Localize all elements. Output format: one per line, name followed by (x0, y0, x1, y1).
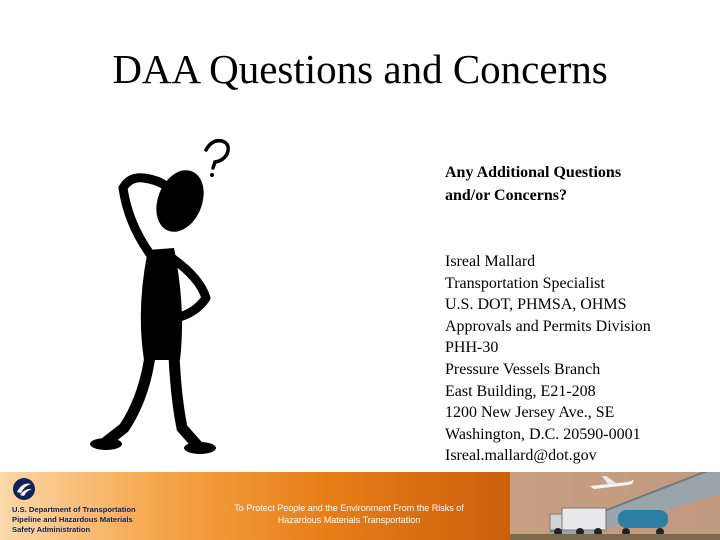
question-line: and/or Concerns? (445, 187, 567, 204)
question-mark-icon (206, 141, 228, 177)
contact-title: Transportation Specialist (445, 274, 605, 292)
question-prompt (445, 161, 705, 207)
contact-building: East Building, E21-208 (445, 382, 596, 400)
contact-block (445, 251, 705, 467)
question-line: Any Additional Questions (445, 164, 622, 181)
footer-banner (0, 472, 720, 540)
department-name: U.S. Department of Transportation (12, 505, 136, 514)
contact-city: Washington, D.C. 20590-0001 (445, 425, 641, 443)
contact-division: Approvals and Permits Division (445, 317, 651, 335)
contact-email: Isreal.mallard@dot.gov (445, 447, 597, 465)
agency-name (12, 505, 212, 535)
contact-office-code: PHH-30 (445, 339, 499, 357)
mission-line: To Protect People and the Environment From the Risks of (234, 503, 464, 513)
thinking-person-illustration (88, 128, 258, 468)
slide-title: DAA Questions and Concerns (112, 46, 608, 92)
agency-line: Safety Administration (12, 525, 91, 534)
transportation-collage-image (510, 472, 720, 540)
contact-name: Isreal Mallard (445, 253, 536, 270)
agency-line: Pipeline and Hazardous Materials (12, 515, 133, 524)
contact-branch: Pressure Vessels Branch (445, 360, 601, 378)
contact-organization: U.S. DOT, PHMSA, OHMS (445, 296, 627, 314)
mission-line: Hazardous Materials Transportation (277, 515, 421, 525)
contact-street: 1200 New Jersey Ave., SE (445, 404, 615, 422)
mission-statement (224, 502, 474, 526)
dot-logo-icon (12, 477, 36, 501)
